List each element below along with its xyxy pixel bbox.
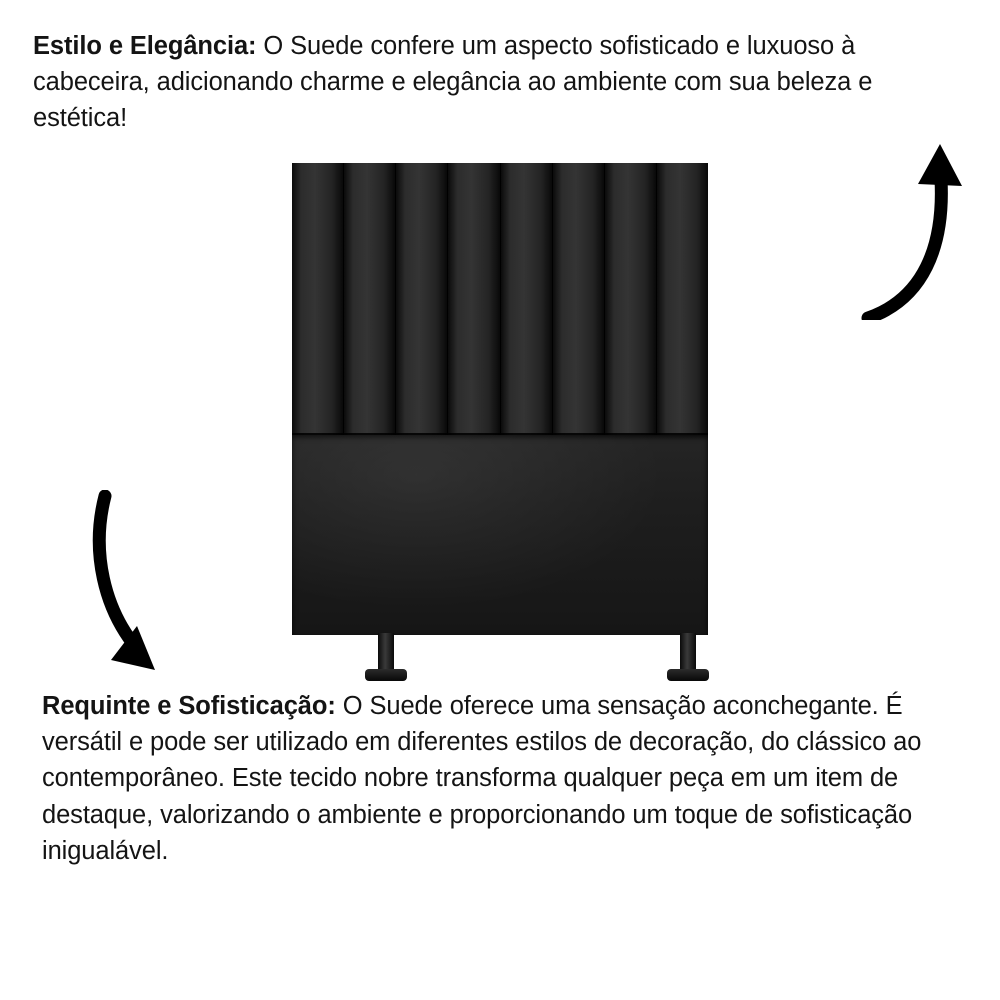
feature-description-bottom — [42, 688, 942, 869]
product-image-headboard — [292, 163, 708, 666]
curved-arrow-up-icon — [840, 130, 970, 320]
headboard-foot-left — [365, 669, 407, 681]
headboard-panel — [344, 163, 396, 435]
curved-arrow-down-icon — [85, 490, 215, 690]
feature-body-top: O Suede confere um aspecto sofisticado e luxuoso à cabeceira, adicionando charme e elegância ao ambiente com sua beleza e estética! — [33, 32, 873, 133]
headboard-panel — [448, 163, 500, 435]
feature-title-bottom: Requinte e Sofisticação: — [42, 692, 336, 720]
feature-body-bottom: O Suede oferece uma sensação aconchegante. É versátil e pode ser utilizado em diferentes estilos de decoração, do clássico ao contemporâneo. Este tecido nobre transforma qualquer peça em um item de destaque, valorizando o ambiente e proporcionando um toque de sofisticação inigualável. — [42, 692, 922, 865]
headboard-panel — [292, 163, 344, 435]
headboard-panel — [605, 163, 657, 435]
headboard-upholstered-panels — [292, 163, 708, 435]
feature-title-top: Estilo e Elegância: — [33, 32, 257, 60]
headboard-panel — [396, 163, 448, 435]
headboard-panel — [657, 163, 708, 435]
headboard-panel — [553, 163, 605, 435]
feature-description-top — [33, 28, 963, 137]
headboard-panel — [501, 163, 553, 435]
headboard-base — [292, 435, 708, 635]
headboard-foot-right — [667, 669, 709, 681]
